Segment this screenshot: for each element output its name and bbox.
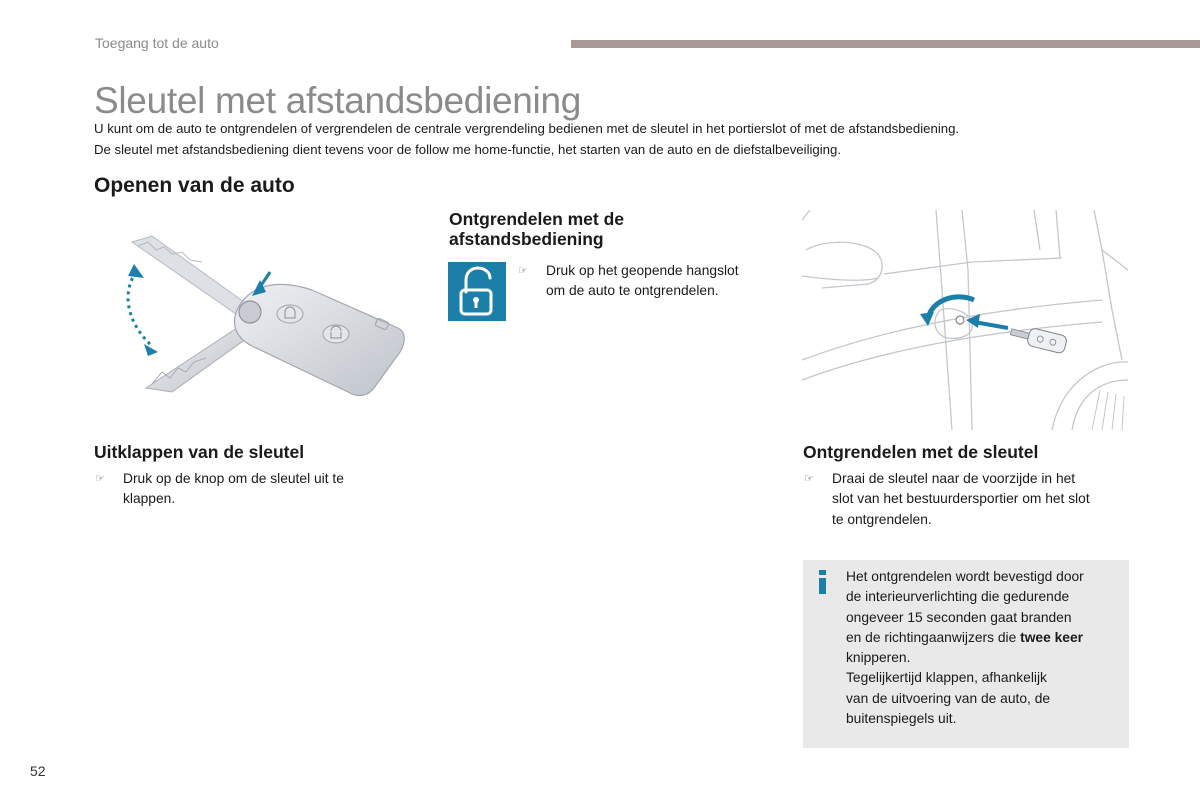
info-line-8: buitenspiegels uit. xyxy=(846,711,957,727)
remote-unlock-heading-line-2: afstandsbediening xyxy=(449,229,604,249)
remote-unlock-instruction xyxy=(518,261,788,302)
opening-heading: Openen van de auto xyxy=(94,174,295,197)
page-title: Sleutel met afstandsbediening xyxy=(94,80,582,121)
section-label: Toegang tot de auto xyxy=(95,35,219,51)
key-unlock-heading: Ontgrendelen met de sleutel xyxy=(803,442,1039,462)
info-line-6: Tegelijkertijd klappen, afhankelijk xyxy=(846,670,1047,686)
intro-line-2: De sleutel met afstandsbediening dient tevens voor de follow me home-functie, het starten van de auto en de diefstalbeveiliging. xyxy=(94,141,842,157)
unfold-key-instruction xyxy=(95,469,415,510)
intro-line-1: U kunt om de auto te ontgrendelen of vergrendelen de centrale vergrendeling bedienen met de sleutel in het portierslot of met de afstandsbediening. xyxy=(94,121,960,136)
info-text xyxy=(846,567,1126,729)
info-line-4 xyxy=(846,628,1126,648)
car-door-illustration xyxy=(802,210,1130,430)
unfold-key-instruction-line-1: Druk op de knop om de sleutel uit te xyxy=(123,471,344,486)
key-unlock-instruction-line-3: te ontgrendelen. xyxy=(832,511,932,527)
info-line-1: Het ontgrendelen wordt bevestigd door xyxy=(846,569,1084,584)
flip-key-illustration xyxy=(112,232,412,402)
key-unlock-instruction xyxy=(804,469,1144,530)
key-unlock-instruction-line-1: Draai de sleutel naar de voorzijde in het xyxy=(832,471,1076,486)
intro-text xyxy=(94,119,1154,160)
bullet-hand-icon: ☞ xyxy=(804,472,814,485)
remote-unlock-instruction-line-1: Druk op het geopende hangslot xyxy=(546,263,739,278)
page-number: 52 xyxy=(30,763,46,779)
info-line-4-text: en de richtingaanwijzers die xyxy=(846,629,1021,645)
bullet-hand-icon: ☞ xyxy=(518,264,528,277)
header-bar xyxy=(571,40,1200,48)
open-padlock-icon xyxy=(448,262,506,321)
unfold-key-instruction-line-2: klappen. xyxy=(123,491,176,507)
unfold-key-heading: Uitklappen van de sleutel xyxy=(94,442,305,462)
info-line-5: knipperen. xyxy=(846,650,911,666)
info-emphasis: twee keer xyxy=(1020,629,1083,645)
remote-unlock-heading xyxy=(449,209,624,249)
info-line-3: ongeveer 15 seconden gaat branden xyxy=(846,609,1072,625)
info-line-7: van de uitvoering van de auto, de xyxy=(846,690,1051,706)
key-unlock-instruction-line-2: slot van het bestuurdersportier om het slot xyxy=(832,491,1090,507)
info-line-2: de interieurverlichting die gedurende xyxy=(846,589,1070,605)
remote-unlock-heading-line-1: Ontgrendelen met de xyxy=(449,209,625,229)
remote-unlock-instruction-line-2: om de auto te ontgrendelen. xyxy=(546,283,719,299)
bullet-hand-icon: ☞ xyxy=(95,472,105,485)
info-icon xyxy=(818,570,828,594)
